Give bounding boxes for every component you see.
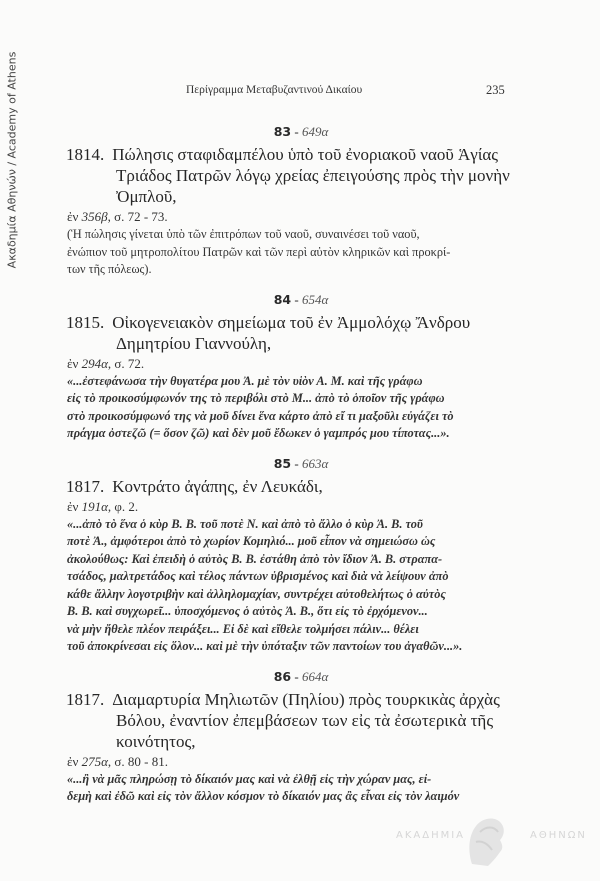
running-title: Περίγραμμα Μεταβυζαντινού Δικαίου — [186, 84, 363, 96]
entry-source: ἐν 294α, σ. 72. — [67, 355, 145, 371]
section-number: 86 — [273, 668, 292, 684]
page-body — [66, 123, 587, 878]
archive-side-label-text: Ακαδημία Αθηνών / Academy of Athens — [5, 51, 19, 269]
entry-source: ἐν 356β, σ. 72 - 73. — [67, 209, 168, 224]
watermark-right-text: ΑΘΗΝΩΝ — [530, 829, 587, 841]
entry-title: 1817. Κοντράτο ἀγάπης, ἐν Λευκάδι, — [66, 476, 323, 496]
section-number: 83 — [273, 124, 292, 139]
section-85 — [66, 455, 536, 656]
entry-number: 1815. — [66, 312, 105, 332]
entry-title: 1817. Διαμαρτυρία Μηλιωτῶν (Πηλίου) πρὸς τουρκικὰς ἀρχὰς Βόλου, ἐναντίον ἐπεμβάσεων των εἰς τὰ ἐσωτερικὰ τῆς κοινότητος, — [66, 689, 500, 751]
entry-source: ἐν 275α, σ. 80 - 81. — [67, 753, 169, 769]
section-84 — [66, 291, 536, 443]
entry-title: 1814. Πώλησις σταφιδαμπέλου ὑπὸ τοῦ ἐνοριακοῦ ναοῦ Ἁγίας Τριάδος Πατρῶν λόγῳ χρείας ἐπειγούσης πρὸς τὴν μονὴν Ὀμπλοῦ, — [66, 145, 510, 206]
academy-watermark — [396, 818, 596, 878]
entry-number: 1817. — [66, 476, 105, 496]
section-heading: 83 - 649α — [273, 124, 329, 139]
section-number: 85 — [273, 455, 292, 471]
entry-note: (Ἡ πώλησις γίνεται ὑπὸ τῶν ἐπιτρόπων τοῦ ναοῦ, συναινέσει τοῦ ναοῦ, ἐνώπιον τοῦ μητροπολίτου Πατρῶν καὶ τῶν περὶ αὐτὸν κληρικῶν καὶ προκρί- των τῆς πόλεως). — [67, 227, 451, 276]
section-ref: 664α — [301, 668, 329, 684]
section-ref: 654α — [301, 291, 329, 307]
section-ref: 663α — [301, 455, 329, 471]
entry-title: 1815. Οἰκογενειακὸν σημείωμα τοῦ ἐν Ἀμμολόχῳ Ἄνδρου Δημητρίου Γιαννούλη, — [66, 312, 471, 353]
page-number: 235 — [486, 83, 505, 97]
entry-source: ἐν 191α, φ. 2. — [67, 498, 139, 514]
entry-number: 1814. — [66, 145, 105, 164]
watermark-left-text: ΑΚΑΔΗΜΙΑ — [396, 829, 466, 841]
athena-head-icon — [462, 814, 510, 870]
section-86 — [66, 668, 536, 806]
archive-side-label — [4, 30, 20, 290]
section-83 — [66, 123, 536, 279]
section-heading: 86 - 664α — [273, 668, 329, 684]
entry-number: 1817. — [66, 689, 105, 709]
section-heading: 84 - 654α — [273, 291, 329, 307]
entry-quote: «...ἀπὸ τὸ ἕνα ὁ κὺρ Β. Β. τοῦ ποτὲ Ν. καὶ ἀπὸ τὸ ἄλλο ὁ κὺρ Ἀ. Β. τοῦ ποτὲ Ἀ., ἀμφότεροι ἀπὸ τὸ χωρίον Κομηλιό... μοῦ εἶπον νὰ σημειώσω ὡς ἀκολούθως: Καὶ ἐπειδὴ ὁ αὐτὸς Β. Β. ἐστάθη ἀπὸ τὸν ἴδιον Ἀ. Β. στραπα- τσάδος, μαλτρετάδος καὶ τέλος πάντων ὑβρισμένος καὶ διὰ νὰ λείψουν ἀπὸ κάθε ἄλλην λογοτριβὴν καὶ ἀλληλομαχίαν, συντρέχει αὐτοθελήτως ὁ αὐτὸς Β. Β. καὶ συγχωρεῖ... ὑποσχόμενος ὁ αὐτὸς Ἀ. Β., ὅτι εἰς τὸ ἐρχόμενον... νὰ μὴν ἤθελε πλέον πειράξει... Εἰ δὲ καὶ εἴθελε τολμήσει πάλιν... θέλει τοῦ ἀποκρίνεσαι εἰς ὅλον... καὶ μὲ τὴν ὑπόταξιν τῶν παντοίων του ἀγαθῶν...». — [67, 516, 463, 653]
entry-quote: «...ἢ νὰ μᾶς πληρώσῃ τὸ δίκαιόν μας καὶ νὰ ἐλθῇ εἰς τὴν χώραν μας, εἰ- δεμὴ καὶ ἐδῶ καὶ εἰς τὸν ἄλλον κόσμον τὸ δίκαιόν μας ἂς εἶναι εἰς τὸν λαιμόν — [67, 771, 460, 803]
section-ref: 649α — [301, 124, 329, 139]
running-head — [0, 84, 600, 100]
section-heading: 85 - 663α — [273, 455, 329, 471]
section-number: 84 — [273, 291, 292, 307]
entry-quote: «...ἐστεφάνωσα τὴν θυγατέρα μου Ἀ. μὲ τὸν υἱὸν Α. Μ. καὶ τῆς γράφω εἰς τὸ προικοσύμφωνόν της τὸ περιβόλι στὸ Μ... ἀπὸ τὸ ὁποῖον τῆς γράφω στὸ προικοσύμφωνό της νὰ μοῦ δίνει ἕνα κάρτο ἀπὸ εἴ τι μαξοῦλι εὐγάζει τὸ πράγμα ὀστεζῶ (= ὅσον ζῶ) καὶ δὲν μοῦ ἔδωκεν ὁ γαμπρός μου τίποτας...». — [67, 373, 454, 440]
